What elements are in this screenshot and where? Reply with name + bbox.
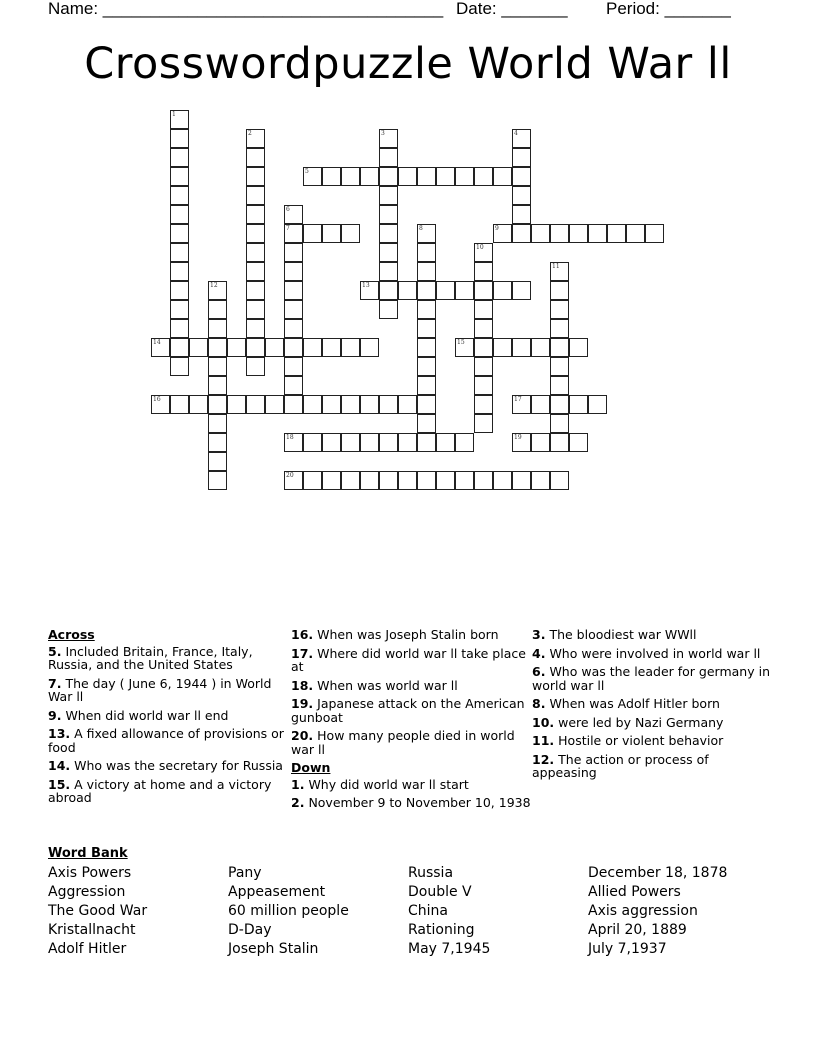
crossword-cell[interactable] [398, 471, 417, 490]
clue-down-10: 10. were led by Nazi Germany [532, 714, 724, 730]
clue-number: 2 [248, 130, 252, 137]
crossword-cell[interactable] [512, 186, 531, 205]
word-bank-item: Aggression [48, 884, 126, 900]
word-bank-item: Russia [408, 865, 454, 881]
crossword-cell[interactable] [246, 338, 265, 357]
crossword-cell[interactable] [398, 167, 417, 186]
page-title: Crosswordpuzzle World War ll [84, 39, 732, 89]
crossword-cell[interactable] [208, 452, 227, 471]
crossword-cell[interactable] [208, 395, 227, 414]
crossword-cell[interactable] [531, 395, 550, 414]
crossword-cell[interactable] [493, 471, 512, 490]
crossword-cell[interactable] [360, 433, 379, 452]
crossword-cell[interactable] [170, 129, 189, 148]
crossword-cell[interactable] [379, 224, 398, 243]
crossword-cell[interactable] [379, 129, 398, 148]
crossword-cell[interactable] [284, 205, 303, 224]
word-bank-item: The Good War [48, 903, 148, 919]
crossword-cell[interactable] [303, 433, 322, 452]
crossword-cell[interactable] [512, 281, 531, 300]
crossword-cell[interactable] [550, 224, 569, 243]
crossword-cell[interactable] [379, 148, 398, 167]
crossword-cell[interactable] [379, 186, 398, 205]
clue-number: 13 [362, 282, 370, 289]
crossword-cell[interactable] [246, 357, 265, 376]
clue-across-16: 16. When was Joseph Stalin born [291, 627, 499, 642]
word-bank-item: Adolf Hitler [48, 941, 127, 957]
crossword-cell[interactable] [284, 357, 303, 376]
crossword-cell[interactable] [474, 281, 493, 300]
crossword-cell[interactable] [170, 281, 189, 300]
word-bank-item: Axis Powers [48, 865, 132, 881]
crossword-cell[interactable] [246, 262, 265, 281]
clue-number: 14 [153, 339, 161, 346]
clue-across-15: 15. A victory at home and a victory abroad [48, 776, 272, 805]
crossword-cell[interactable] [417, 281, 436, 300]
crossword-cell[interactable] [417, 243, 436, 262]
crossword-cell[interactable] [341, 433, 360, 452]
crossword-cell[interactable] [246, 395, 265, 414]
crossword-cell[interactable] [246, 148, 265, 167]
clue-across-17: 17. Where did world war ll take place at [291, 645, 526, 674]
period-field-label: Period: _______ [606, 0, 731, 18]
clue-number: 16 [153, 396, 161, 403]
crossword-cell[interactable] [284, 471, 303, 490]
crossword-cell[interactable] [360, 281, 379, 300]
crossword-cell[interactable] [170, 338, 189, 357]
word-bank-column-1 [48, 864, 147, 959]
crossword-cell[interactable] [455, 433, 474, 452]
clue-across-20: 20. How many people died in world war ll [291, 728, 515, 757]
crossword-cell[interactable] [265, 338, 284, 357]
clue-number: 5 [305, 168, 309, 175]
crossword-cell[interactable] [645, 224, 664, 243]
crossword-cell[interactable] [284, 376, 303, 395]
crossword-cell[interactable] [417, 433, 436, 452]
crossword-cell[interactable] [474, 243, 493, 262]
crossword-cell[interactable] [170, 186, 189, 205]
crossword-cell[interactable] [284, 243, 303, 262]
clue-across-18: 18. When was world war ll [291, 677, 458, 693]
clue-number: 6 [286, 206, 290, 213]
crossword-cell[interactable] [246, 205, 265, 224]
word-bank-item: July 7,1937 [588, 941, 667, 957]
crossword-cell[interactable] [474, 262, 493, 281]
word-bank-item: Pany [228, 865, 262, 881]
crossword-cell[interactable] [417, 395, 436, 414]
crossword-cell[interactable] [512, 205, 531, 224]
crossword-cell[interactable] [208, 300, 227, 319]
across-heading: Across [48, 627, 95, 642]
crossword-cell[interactable] [512, 129, 531, 148]
crossword-cell[interactable] [284, 300, 303, 319]
clue-number: 10 [476, 244, 484, 251]
crossword-cell[interactable] [417, 262, 436, 281]
crossword-cell[interactable] [322, 395, 341, 414]
clue-number: 12 [210, 282, 218, 289]
crossword-cell[interactable] [569, 338, 588, 357]
crossword-cell[interactable] [246, 243, 265, 262]
crossword-cell[interactable] [512, 433, 531, 452]
crossword-cell[interactable] [246, 167, 265, 186]
crossword-cell[interactable] [398, 433, 417, 452]
clue-number: 15 [457, 339, 465, 346]
crossword-cell[interactable] [170, 167, 189, 186]
crossword-cell[interactable] [379, 243, 398, 262]
clue-down-8: 8. When was Adolf Hitler born [532, 696, 720, 711]
crossword-cell[interactable] [512, 224, 531, 243]
word-bank-item: China [408, 903, 448, 919]
crossword-cell[interactable] [170, 300, 189, 319]
crossword-cell[interactable] [417, 376, 436, 395]
word-bank-item: April 20, 1889 [588, 922, 687, 938]
crossword-cell[interactable] [341, 471, 360, 490]
crossword-cell[interactable] [455, 338, 474, 357]
clue-number: 3 [381, 130, 385, 137]
word-bank-item: Axis aggression [588, 903, 698, 919]
word-bank-item: Double V [408, 884, 472, 900]
crossword-cell[interactable] [550, 376, 569, 395]
crossword-cell[interactable] [170, 224, 189, 243]
crossword-cell[interactable] [569, 395, 588, 414]
crossword-cell[interactable] [550, 471, 569, 490]
crossword-cell[interactable] [379, 262, 398, 281]
crossword-cell[interactable] [208, 433, 227, 452]
crossword-cell[interactable] [417, 414, 436, 433]
word-bank-column-4 [588, 864, 727, 959]
crossword-cell[interactable] [550, 357, 569, 376]
crossword-cell[interactable] [208, 319, 227, 338]
crossword-cell[interactable] [512, 167, 531, 186]
word-bank-item: Appeasement [228, 884, 326, 900]
crossword-cell[interactable] [588, 224, 607, 243]
crossword-cell[interactable] [170, 243, 189, 262]
clue-number: 11 [552, 263, 560, 270]
crossword-cell[interactable] [341, 338, 360, 357]
crossword-cell[interactable] [246, 129, 265, 148]
crossword-cell[interactable] [569, 433, 588, 452]
crossword-cell[interactable] [474, 357, 493, 376]
crossword-cell[interactable] [379, 433, 398, 452]
down-heading: Down [291, 760, 331, 775]
crossword-cell[interactable] [531, 338, 550, 357]
crossword-cell[interactable] [417, 224, 436, 243]
word-bank-item: Rationing [408, 922, 475, 938]
clue-number: 18 [286, 434, 294, 441]
crossword-cell[interactable] [550, 395, 569, 414]
crossword-cell[interactable] [189, 395, 208, 414]
crossword-cell[interactable] [322, 338, 341, 357]
clue-number: 8 [419, 225, 423, 232]
crossword-cell[interactable] [284, 338, 303, 357]
clue-across-19: 19. Japanese attack on the American gunboat [291, 696, 525, 725]
crossword-cell[interactable] [550, 262, 569, 281]
crossword-cell[interactable] [512, 471, 531, 490]
word-bank-column-3 [408, 864, 490, 959]
crossword-cell[interactable] [284, 224, 303, 243]
crossword-cell[interactable] [170, 395, 189, 414]
crossword-cell[interactable] [208, 414, 227, 433]
crossword-cell[interactable] [303, 167, 322, 186]
clue-down-4: 4. Who were involved in world war ll [532, 645, 761, 661]
crossword-cell[interactable] [284, 262, 303, 281]
crossword-cell[interactable] [588, 395, 607, 414]
crossword-cell[interactable] [493, 338, 512, 357]
crossword-cell[interactable] [360, 338, 379, 357]
crossword-cell[interactable] [341, 395, 360, 414]
crossword-cell[interactable] [246, 224, 265, 243]
crossword-cell[interactable] [398, 395, 417, 414]
crossword-cell[interactable] [360, 395, 379, 414]
crossword-cell[interactable] [208, 281, 227, 300]
clues-column-3 [532, 628, 772, 785]
word-bank-item: May 7,1945 [408, 941, 491, 957]
crossword-cell[interactable] [417, 338, 436, 357]
clue-down-6: 6. Who was the leader for germany in world war ll [532, 664, 770, 693]
crossword-cell[interactable] [474, 338, 493, 357]
crossword-cell[interactable] [360, 471, 379, 490]
crossword-cell[interactable] [550, 281, 569, 300]
crossword-cell[interactable] [455, 281, 474, 300]
crossword-cell[interactable] [246, 281, 265, 300]
crossword-cell[interactable] [170, 319, 189, 338]
crossword-grid [0, 0, 816, 520]
crossword-cell[interactable] [550, 300, 569, 319]
word-bank-item: December 18, 1878 [588, 865, 728, 881]
crossword-cell[interactable] [512, 338, 531, 357]
crossword-cell[interactable] [417, 319, 436, 338]
word-bank-item: D-Day [228, 922, 272, 938]
crossword-cell[interactable] [493, 281, 512, 300]
clue-down-2: 2. November 9 to November 10, 1938 [291, 795, 531, 810]
crossword-cell[interactable] [379, 471, 398, 490]
clue-across-13: 13. A fixed allowance of provisions or food [48, 726, 284, 755]
crossword-cell[interactable] [474, 471, 493, 490]
clues-column-1 [48, 628, 288, 810]
clue-down-12: 12. The action or process of appeasing [532, 751, 709, 780]
clue-number: 19 [514, 434, 522, 441]
crossword-cell[interactable] [379, 395, 398, 414]
crossword-cell[interactable] [474, 319, 493, 338]
crossword-cell[interactable] [417, 471, 436, 490]
crossword-cell[interactable] [417, 357, 436, 376]
crossword-cell[interactable] [569, 224, 588, 243]
crossword-cell[interactable] [436, 471, 455, 490]
crossword-cell[interactable] [493, 167, 512, 186]
crossword-cell[interactable] [436, 433, 455, 452]
clue-down-3: 3. The bloodiest war WWll [532, 627, 697, 642]
crossword-cell[interactable] [322, 167, 341, 186]
crossword-cell[interactable] [246, 186, 265, 205]
clues-column-2 [291, 628, 531, 815]
crossword-cell[interactable] [360, 167, 379, 186]
crossword-cell[interactable] [170, 205, 189, 224]
crossword-cell[interactable] [474, 300, 493, 319]
crossword-cell[interactable] [455, 167, 474, 186]
crossword-cell[interactable] [227, 338, 246, 357]
clue-across-5: 5. Included Britain, France, Italy, Russia, and the United States [48, 643, 253, 672]
crossword-cell[interactable] [284, 281, 303, 300]
crossword-cell[interactable] [531, 224, 550, 243]
crossword-cell[interactable] [436, 281, 455, 300]
crossword-cell[interactable] [512, 395, 531, 414]
crossword-cell[interactable] [265, 395, 284, 414]
crossword-cell[interactable] [322, 433, 341, 452]
crossword-cell[interactable] [474, 167, 493, 186]
crossword-cell[interactable] [512, 148, 531, 167]
crossword-cell[interactable] [322, 471, 341, 490]
clue-number: 9 [495, 225, 499, 232]
crossword-cell[interactable] [189, 338, 208, 357]
crossword-cell[interactable] [379, 167, 398, 186]
crossword-cell[interactable] [493, 224, 512, 243]
crossword-cell[interactable] [626, 224, 645, 243]
crossword-cell[interactable] [398, 281, 417, 300]
crossword-cell[interactable] [474, 376, 493, 395]
crossword-cell[interactable] [550, 338, 569, 357]
clue-down-1: 1. Why did world war ll start [291, 776, 469, 792]
crossword-cell[interactable] [474, 395, 493, 414]
clue-down-11: 11. Hostile or violent behavior [532, 733, 724, 748]
crossword-cell[interactable] [550, 414, 569, 433]
crossword-cell[interactable] [284, 319, 303, 338]
crossword-cell[interactable] [151, 338, 170, 357]
crossword-cell[interactable] [379, 300, 398, 319]
crossword-cell[interactable] [417, 167, 436, 186]
crossword-cell[interactable] [607, 224, 626, 243]
crossword-cell[interactable] [455, 471, 474, 490]
crossword-cell[interactable] [208, 376, 227, 395]
crossword-cell[interactable] [208, 338, 227, 357]
crossword-cell[interactable] [531, 471, 550, 490]
clue-number: 17 [514, 396, 522, 403]
clue-across-14: 14. Who was the secretary for Russia [48, 758, 283, 773]
crossword-cell[interactable] [531, 433, 550, 452]
crossword-cell[interactable] [379, 205, 398, 224]
clue-number: 1 [172, 111, 176, 118]
crossword-cell[interactable] [436, 167, 455, 186]
name-field-label: Name: ____________________________________ [48, 0, 444, 18]
crossword-cell[interactable] [170, 148, 189, 167]
crossword-cell[interactable] [550, 433, 569, 452]
crossword-cell[interactable] [170, 357, 189, 376]
crossword-cell[interactable] [341, 224, 360, 243]
word-bank-item: Joseph Stalin [228, 941, 319, 957]
crossword-cell[interactable] [303, 395, 322, 414]
crossword-cell[interactable] [170, 262, 189, 281]
crossword-cell[interactable] [550, 319, 569, 338]
crossword-cell[interactable] [474, 414, 493, 433]
crossword-cell[interactable] [284, 433, 303, 452]
crossword-cell[interactable] [208, 471, 227, 490]
crossword-cell[interactable] [246, 300, 265, 319]
crossword-cell[interactable] [341, 167, 360, 186]
crossword-cell[interactable] [417, 300, 436, 319]
crossword-cell[interactable] [379, 281, 398, 300]
word-bank-column-2 [228, 864, 349, 959]
crossword-cell[interactable] [170, 110, 189, 129]
crossword-cell[interactable] [151, 395, 170, 414]
crossword-cell[interactable] [208, 357, 227, 376]
crossword-cell[interactable] [322, 224, 341, 243]
crossword-cell[interactable] [246, 319, 265, 338]
crossword-cell[interactable] [303, 224, 322, 243]
clue-across-9: 9. When did world war ll end [48, 707, 229, 723]
word-bank-item: Kristallnacht [48, 922, 136, 938]
crossword-cell[interactable] [303, 338, 322, 357]
word-bank-item: 60 million people [228, 903, 349, 919]
crossword-cell[interactable] [284, 395, 303, 414]
clue-across-7: 7. The day ( June 6, 1944 ) in World War ll [48, 675, 272, 704]
word-bank-item: Allied Powers [588, 884, 681, 900]
clue-number: 20 [286, 472, 294, 479]
clue-number: 4 [514, 130, 518, 137]
crossword-cell[interactable] [227, 395, 246, 414]
crossword-cell[interactable] [303, 471, 322, 490]
date-field-label: Date: _______ [456, 0, 568, 18]
clue-number: 7 [286, 225, 290, 232]
word-bank-heading: Word Bank [48, 846, 128, 861]
